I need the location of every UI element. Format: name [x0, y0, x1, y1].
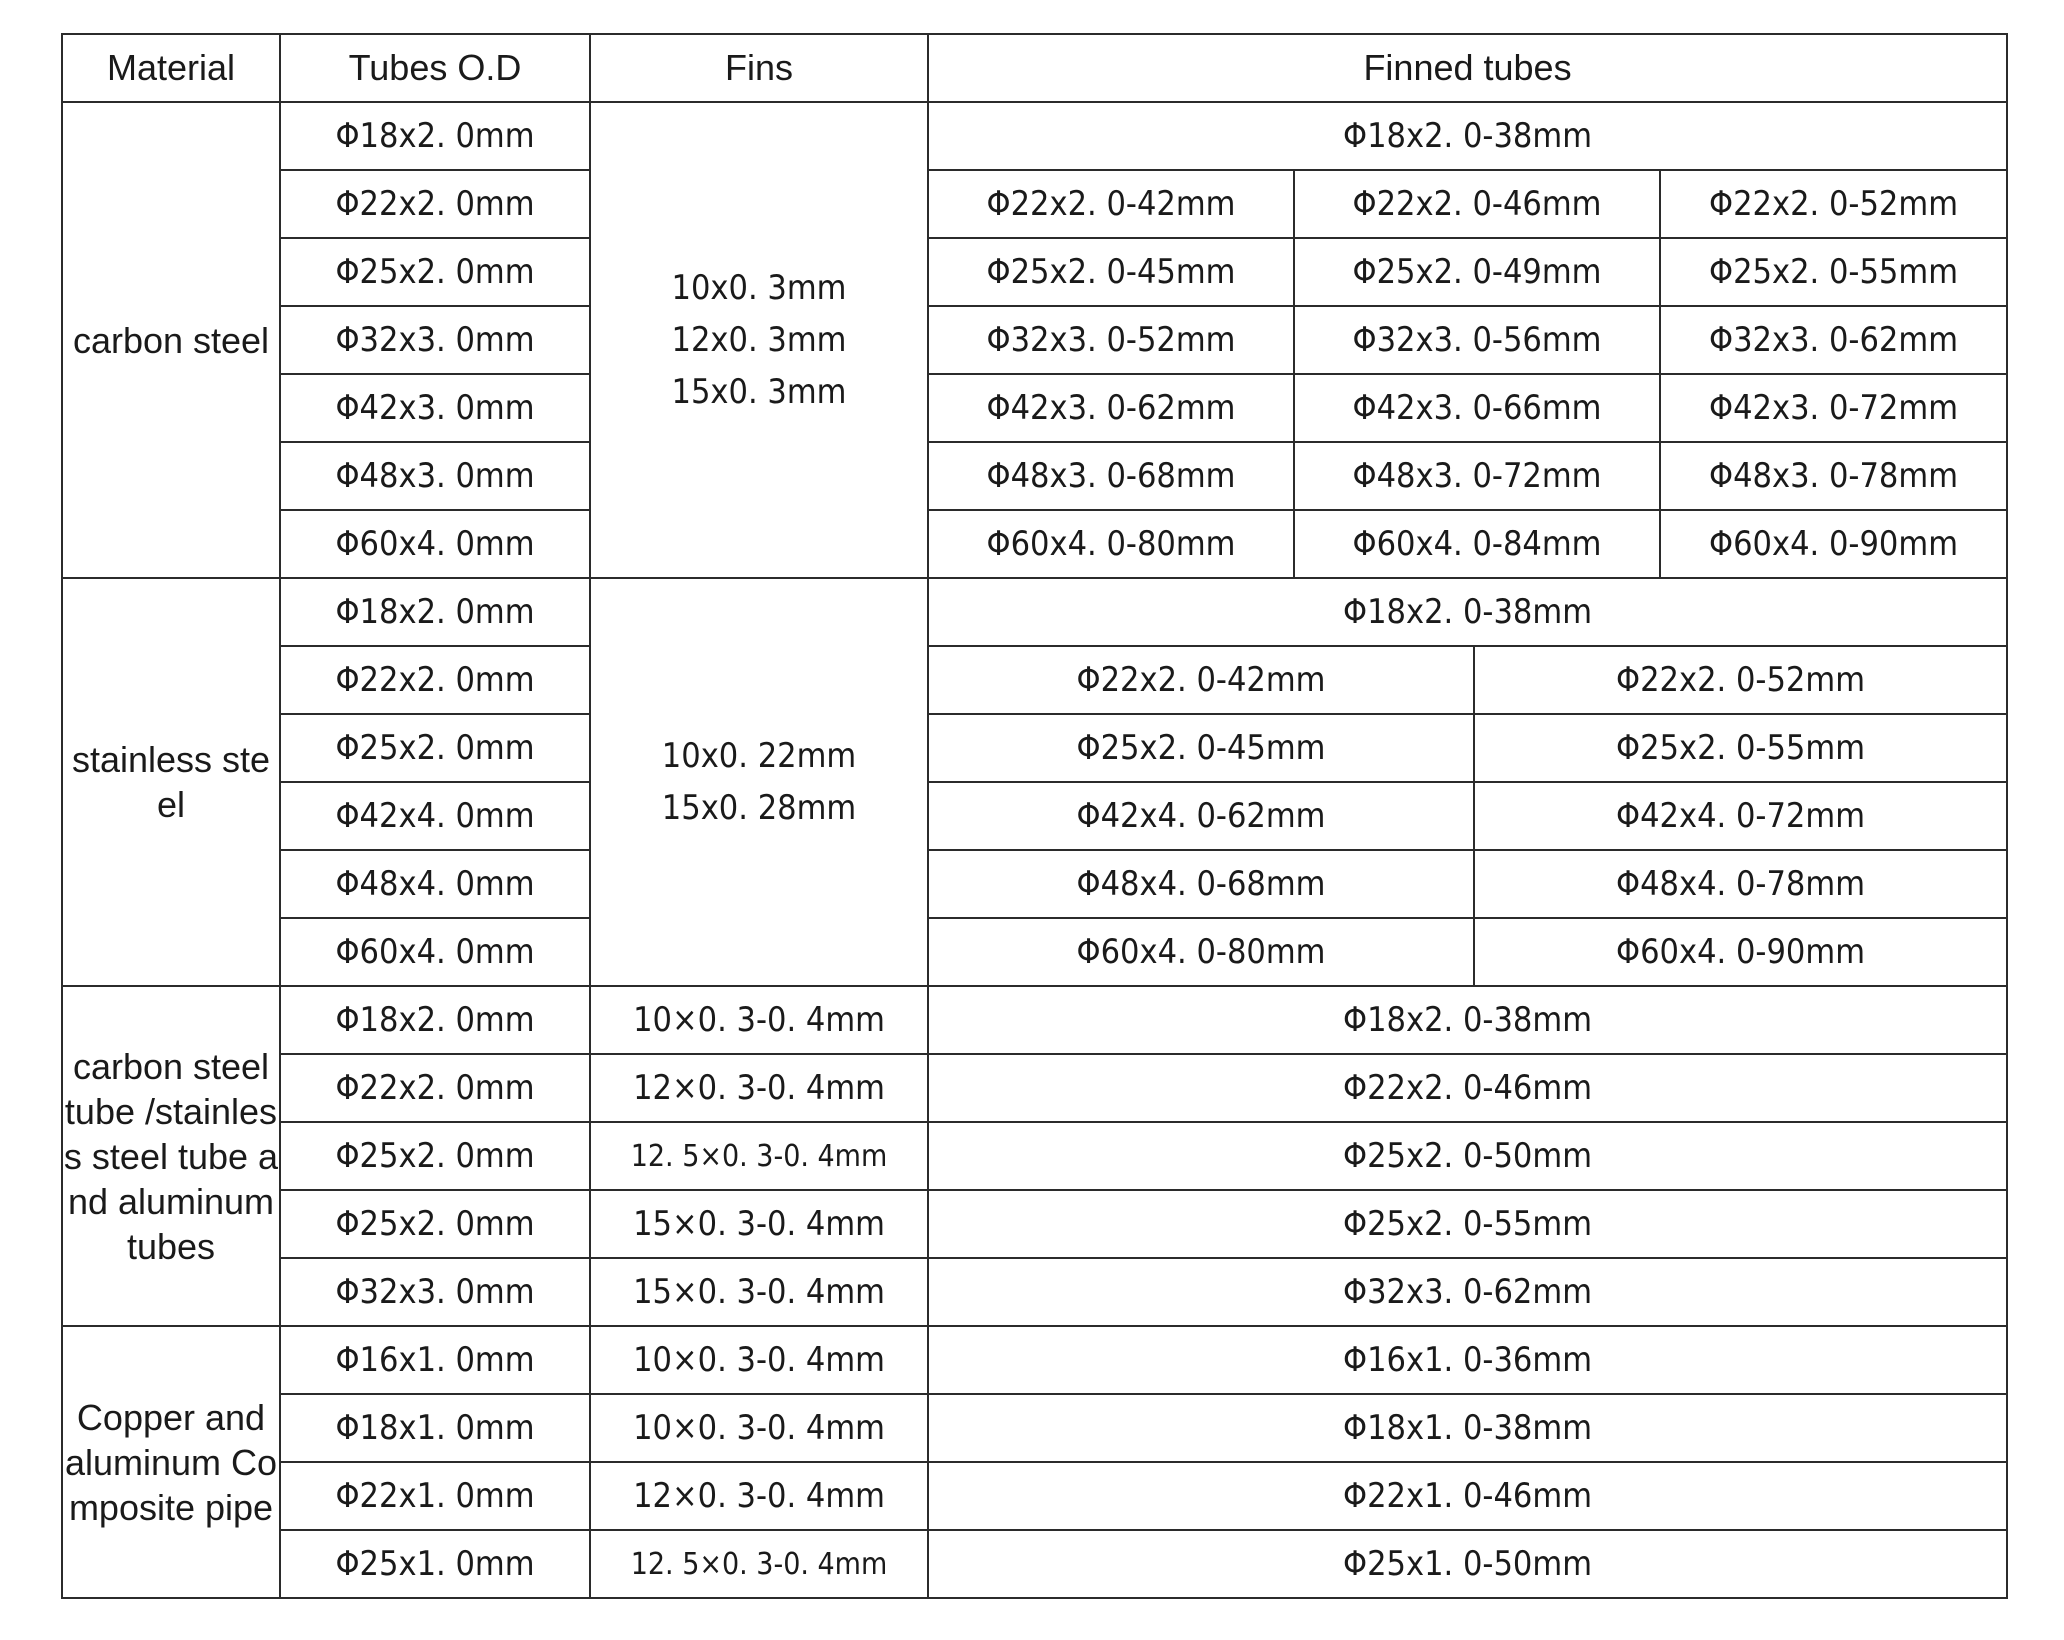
table-row	[62, 1462, 2007, 1530]
table-row	[62, 1530, 2007, 1598]
finned-tube-cell: Φ60x4. 0-80mm	[928, 510, 1294, 578]
finned-tube-cell: Φ16x1. 0-36mm	[928, 1326, 2007, 1394]
finned-tube-cell: Φ32x3. 0-62mm	[928, 1258, 2007, 1326]
table-row	[62, 646, 2007, 714]
table-row	[62, 918, 2007, 986]
finned-tube-cell: Φ60x4. 0-90mm	[1474, 918, 2007, 986]
table-row	[62, 1258, 2007, 1326]
table-row	[62, 510, 2007, 578]
finned-tube-cell: Φ25x2. 0-49mm	[1294, 238, 1660, 306]
finned-tube-cell: Φ48x3. 0-78mm	[1660, 442, 2007, 510]
header-fins: Fins	[590, 34, 928, 102]
table-row	[62, 578, 2007, 646]
fins-cell: 12×0. 3-0. 4mm	[590, 1054, 928, 1122]
table-row	[62, 1326, 2007, 1394]
finned-tube-cell: Φ60x4. 0-84mm	[1294, 510, 1660, 578]
table-row	[62, 782, 2007, 850]
tube-od-cell: Φ25x2. 0mm	[280, 1190, 590, 1258]
finned-tube-cell: Φ42x4. 0-72mm	[1474, 782, 2007, 850]
table-row	[62, 374, 2007, 442]
finned-tube-cell: Φ25x2. 0-50mm	[928, 1122, 2007, 1190]
header-finned-tubes: Finned tubes	[928, 34, 2007, 102]
finned-tube-cell: Φ18x1. 0-38mm	[928, 1394, 2007, 1462]
fins-stainless-steel: 10x0. 22mm 15x0. 28mm	[590, 578, 928, 986]
finned-tube-cell: Φ48x4. 0-68mm	[928, 850, 1474, 918]
table-row	[62, 102, 2007, 170]
finned-tube-cell: Φ25x2. 0-55mm	[928, 1190, 2007, 1258]
table-row	[62, 306, 2007, 374]
finned-tube-cell: Φ22x1. 0-46mm	[928, 1462, 2007, 1530]
table-row	[62, 1394, 2007, 1462]
finned-tube-cell: Φ22x2. 0-46mm	[1294, 170, 1660, 238]
table-row	[62, 170, 2007, 238]
tube-od-cell: Φ32x3. 0mm	[280, 1258, 590, 1326]
finned-tube-cell: Φ25x2. 0-55mm	[1660, 238, 2007, 306]
tube-od-cell: Φ18x1. 0mm	[280, 1394, 590, 1462]
tube-od-cell: Φ25x2. 0mm	[280, 714, 590, 782]
table-row	[62, 714, 2007, 782]
tube-od-cell: Φ60x4. 0mm	[280, 918, 590, 986]
finned-tube-cell: Φ22x2. 0-52mm	[1660, 170, 2007, 238]
material-stainless-steel: stainless steel	[62, 578, 280, 986]
finned-tube-cell: Φ18x2. 0-38mm	[928, 578, 2007, 646]
material-copper-aluminum: Copper and aluminum Composite pipe	[62, 1326, 280, 1598]
finned-tube-cell: Φ48x3. 0-72mm	[1294, 442, 1660, 510]
finned-tube-cell: Φ22x2. 0-42mm	[928, 170, 1294, 238]
finned-tube-cell: Φ42x4. 0-62mm	[928, 782, 1474, 850]
finned-tube-cell: Φ42x3. 0-66mm	[1294, 374, 1660, 442]
finned-tube-cell: Φ42x3. 0-62mm	[928, 374, 1294, 442]
fins-cell: 10×0. 3-0. 4mm	[590, 1394, 928, 1462]
finned-tube-cell: Φ25x2. 0-45mm	[928, 238, 1294, 306]
fins-cell: 12. 5×0. 3-0. 4mm	[590, 1122, 928, 1190]
tube-od-cell: Φ25x2. 0mm	[280, 1122, 590, 1190]
finned-tube-cell: Φ32x3. 0-62mm	[1660, 306, 2007, 374]
finned-tube-cell: Φ22x2. 0-42mm	[928, 646, 1474, 714]
tube-od-cell: Φ18x2. 0mm	[280, 986, 590, 1054]
fins-cell: 10×0. 3-0. 4mm	[590, 986, 928, 1054]
table-row	[62, 986, 2007, 1054]
fins-carbon-steel: 10x0. 3mm 12x0. 3mm 15x0. 3mm	[590, 102, 928, 578]
tube-od-cell: Φ48x3. 0mm	[280, 442, 590, 510]
finned-tube-cell: Φ48x4. 0-78mm	[1474, 850, 2007, 918]
table-row	[62, 1054, 2007, 1122]
finned-tube-cell: Φ25x1. 0-50mm	[928, 1530, 2007, 1598]
finned-tube-cell: Φ18x2. 0-38mm	[928, 102, 2007, 170]
finned-tube-cell: Φ22x2. 0-52mm	[1474, 646, 2007, 714]
finned-tube-cell: Φ60x4. 0-90mm	[1660, 510, 2007, 578]
finned-tube-cell: Φ60x4. 0-80mm	[928, 918, 1474, 986]
finned-tube-cell: Φ32x3. 0-52mm	[928, 306, 1294, 374]
finned-tube-cell: Φ42x3. 0-72mm	[1660, 374, 2007, 442]
fins-cell: 15×0. 3-0. 4mm	[590, 1190, 928, 1258]
fins-cell: 15×0. 3-0. 4mm	[590, 1258, 928, 1326]
tube-od-cell: Φ18x2. 0mm	[280, 102, 590, 170]
finned-tube-cell: Φ32x3. 0-56mm	[1294, 306, 1660, 374]
tube-od-cell: Φ42x4. 0mm	[280, 782, 590, 850]
tube-od-cell: Φ16x1. 0mm	[280, 1326, 590, 1394]
material-carbon-steel: carbon steel	[62, 102, 280, 578]
table-row	[62, 238, 2007, 306]
header-material: Material	[62, 34, 280, 102]
tube-od-cell: Φ22x2. 0mm	[280, 170, 590, 238]
finned-tube-cell: Φ25x2. 0-45mm	[928, 714, 1474, 782]
header-row	[62, 34, 2007, 102]
header-tubes-od: Tubes O.D	[280, 34, 590, 102]
finned-tube-cell: Φ25x2. 0-55mm	[1474, 714, 2007, 782]
tube-od-cell: Φ32x3. 0mm	[280, 306, 590, 374]
tube-od-cell: Φ25x1. 0mm	[280, 1530, 590, 1598]
fins-cell: 12×0. 3-0. 4mm	[590, 1462, 928, 1530]
finned-tube-cell: Φ22x2. 0-46mm	[928, 1054, 2007, 1122]
tube-od-cell: Φ42x3. 0mm	[280, 374, 590, 442]
tube-od-cell: Φ25x2. 0mm	[280, 238, 590, 306]
table-row	[62, 442, 2007, 510]
tube-od-cell: Φ60x4. 0mm	[280, 510, 590, 578]
finned-tube-cell: Φ18x2. 0-38mm	[928, 986, 2007, 1054]
tube-od-cell: Φ48x4. 0mm	[280, 850, 590, 918]
tube-od-cell: Φ22x2. 0mm	[280, 1054, 590, 1122]
tube-od-cell: Φ18x2. 0mm	[280, 578, 590, 646]
fins-cell: 12. 5×0. 3-0. 4mm	[590, 1530, 928, 1598]
tube-od-cell: Φ22x1. 0mm	[280, 1462, 590, 1530]
table-row	[62, 850, 2007, 918]
table-row	[62, 1190, 2007, 1258]
fins-cell: 10×0. 3-0. 4mm	[590, 1326, 928, 1394]
table-row	[62, 1122, 2007, 1190]
finned-tube-spec-table	[61, 33, 2008, 1599]
finned-tube-cell: Φ48x3. 0-68mm	[928, 442, 1294, 510]
material-carbon-stainless-aluminum: carbon steel tube /stainless steel tube and aluminum tubes	[62, 986, 280, 1326]
tube-od-cell: Φ22x2. 0mm	[280, 646, 590, 714]
